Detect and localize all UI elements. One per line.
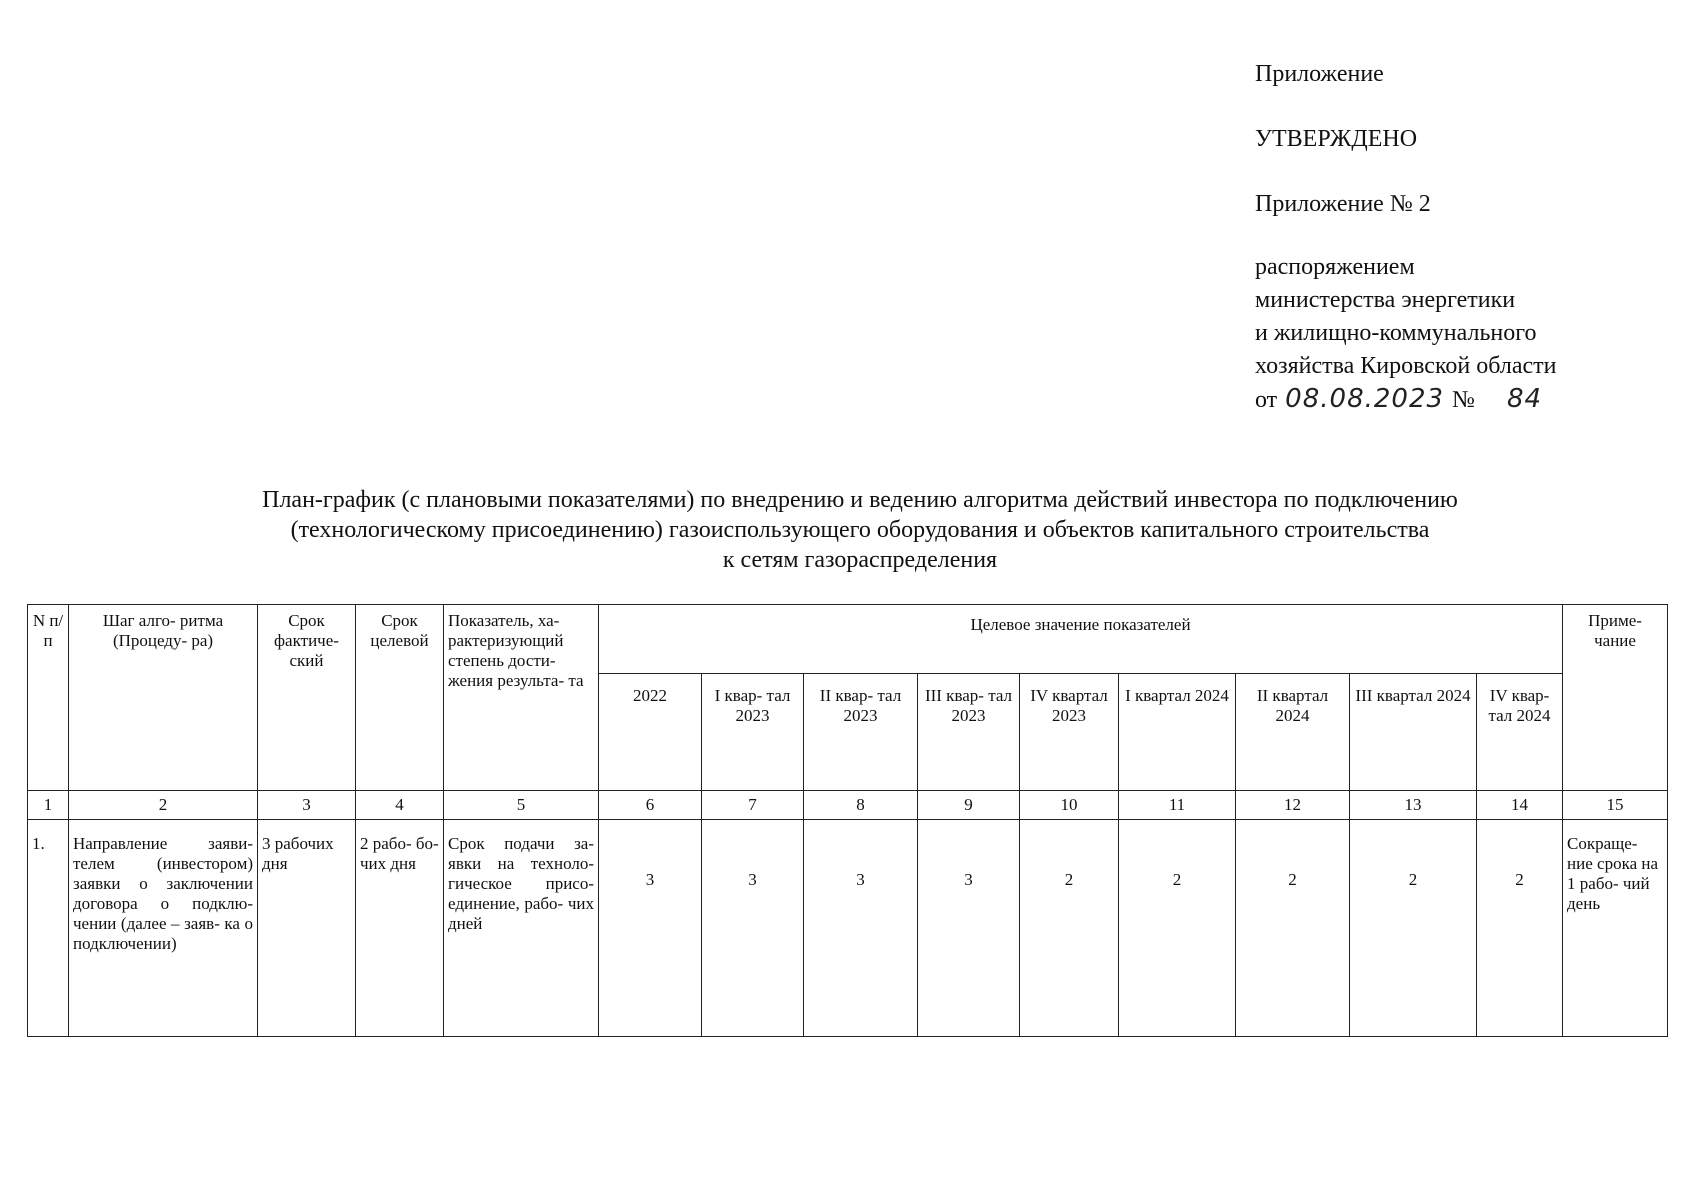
column-number: 6 [599, 791, 702, 820]
period-header: II квартал 2024 [1236, 674, 1350, 791]
order-date-line [1255, 383, 1675, 417]
approved-label: УТВЕРЖДЕНО [1255, 126, 1418, 152]
row-actual-term: 3 рабочих дня [258, 820, 356, 1037]
column-number: 4 [356, 791, 444, 820]
row-value: 3 [918, 820, 1020, 1037]
period-header: III квартал 2024 [1350, 674, 1477, 791]
column-number: 10 [1020, 791, 1119, 820]
column-number: 15 [1563, 791, 1668, 820]
period-header: III квар- тал 2023 [918, 674, 1020, 791]
row-indicator: Срок подачи за- явки на техноло- гическое присо- единение, рабо- чих дней [444, 820, 599, 1037]
row-value: 2 [1350, 820, 1477, 1037]
column-number: 5 [444, 791, 599, 820]
header-step: Шаг алго- ритма (Процеду- ра) [69, 605, 258, 791]
header-actual-term: Срок фактиче- ский [258, 605, 356, 791]
row-value: 2 [1119, 820, 1236, 1037]
column-number: 2 [69, 791, 258, 820]
plan-table [27, 604, 1668, 1037]
row-num: 1. [28, 820, 69, 1037]
row-value: 3 [804, 820, 918, 1037]
order-line: министерства энергетики [1255, 287, 1516, 313]
appendix-label: Приложение [1255, 61, 1384, 87]
order-line: хозяйства Кировской области [1255, 353, 1557, 379]
column-number: 1 [28, 791, 69, 820]
column-number: 8 [804, 791, 918, 820]
header-indicator: Показатель, ха- рактеризующий степень дости- жения результа- та [444, 605, 599, 791]
column-number: 9 [918, 791, 1020, 820]
title-line: (технологическому присоединению) газоиспользующего оборудования и объектов капитального строительства [290, 517, 1430, 543]
column-number: 14 [1477, 791, 1563, 820]
period-header: I квартал 2024 [1119, 674, 1236, 791]
row-value: 2 [1477, 820, 1563, 1037]
row-target-term: 2 рабо- бо- чих дня [356, 820, 444, 1037]
period-header: I квар- тал 2023 [702, 674, 804, 791]
date-prefix: от [1255, 387, 1278, 413]
header-target-values: Целевое значение показателей [599, 605, 1563, 674]
column-number: 3 [258, 791, 356, 820]
period-header: II квар- тал 2023 [804, 674, 918, 791]
table-row [28, 820, 1668, 1037]
title-line: План-график (с плановыми показателями) по внедрению и ведению алгоритма действий инвестора по подключению [262, 487, 1458, 513]
row-value: 3 [599, 820, 702, 1037]
column-number: 12 [1236, 791, 1350, 820]
approval-block [1255, 58, 1675, 417]
period-header: 2022 [599, 674, 702, 791]
period-header: IV квар- тал 2024 [1477, 674, 1563, 791]
handwritten-date: 08.08.2023 [1285, 384, 1445, 414]
handwritten-number: 84 [1506, 384, 1543, 414]
order-line: распоряжением [1255, 254, 1415, 280]
document-title [60, 485, 1660, 575]
order-line: и жилищно-коммунального [1255, 320, 1537, 346]
row-value: 2 [1020, 820, 1119, 1037]
column-number: 13 [1350, 791, 1477, 820]
number-prefix: № [1452, 387, 1475, 413]
title-line: к сетям газораспределения [722, 547, 998, 573]
row-value: 3 [702, 820, 804, 1037]
column-number: 7 [702, 791, 804, 820]
column-number-row [28, 791, 1668, 820]
row-note: Сокраще- ние срока на 1 рабо- чий день [1563, 820, 1668, 1037]
header-target-term: Срок целевой [356, 605, 444, 791]
column-number: 11 [1119, 791, 1236, 820]
header-num: N п/п [28, 605, 69, 791]
header-note: Приме- чание [1563, 605, 1668, 791]
appendix-number: Приложение № 2 [1255, 191, 1431, 217]
period-header: IV квартал 2023 [1020, 674, 1119, 791]
row-value: 2 [1236, 820, 1350, 1037]
header-row [28, 605, 1668, 674]
row-step: Направление заяви- телем (инвестором) заявки о заключении договора о подклю- чении (далее – заяв- ка о подключении) [69, 820, 258, 1037]
